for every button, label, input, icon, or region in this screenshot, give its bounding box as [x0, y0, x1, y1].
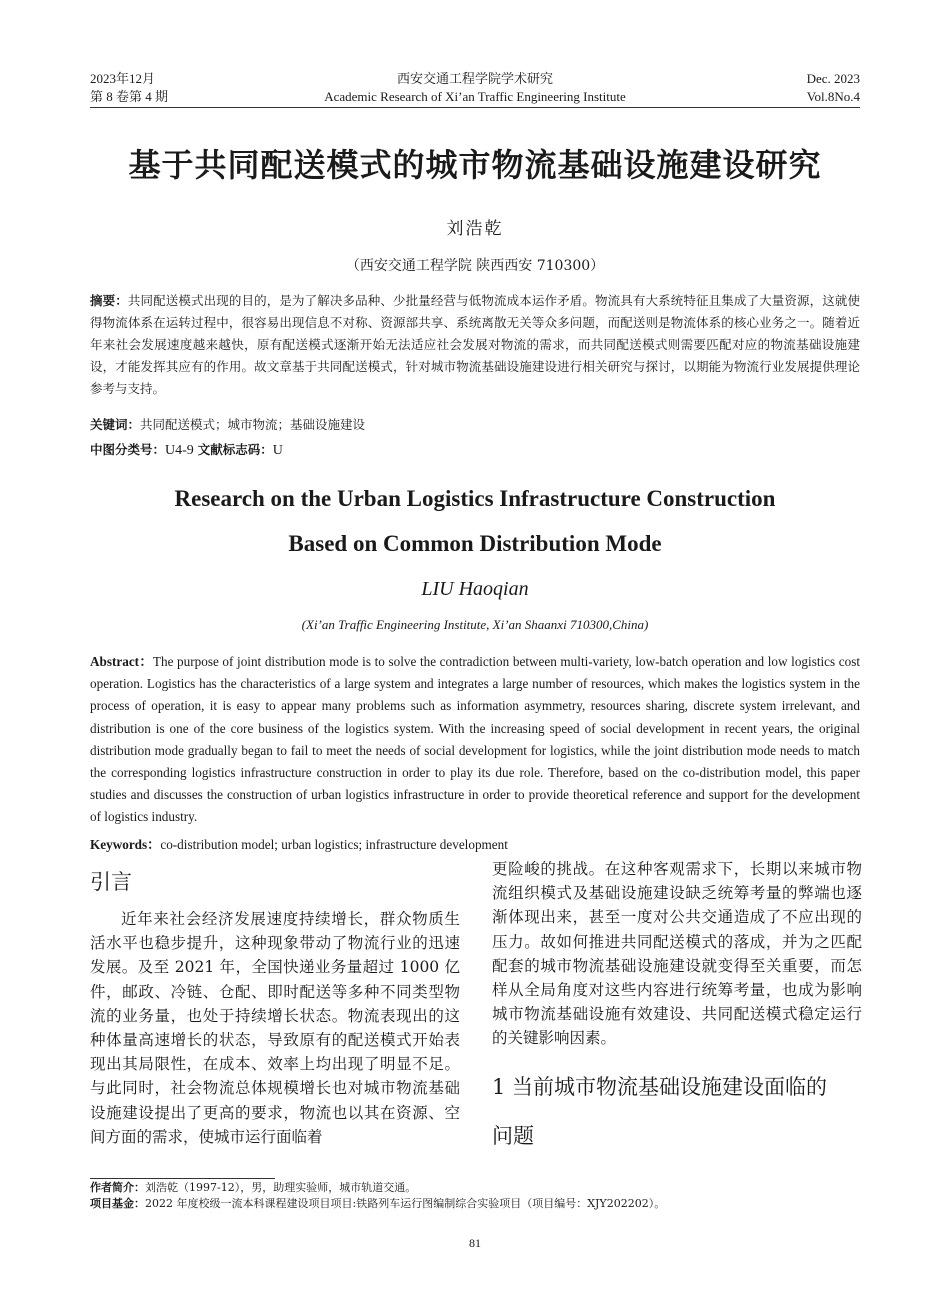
footnote-author-text: 刘浩乾（1997-12），男，助理实验师，城市轨道交通。	[145, 1181, 417, 1194]
journal-name-en: Academic Research of Xi’an Traffic Engineering Institute	[324, 89, 626, 104]
section-heading-1-line-2: 问题	[492, 1124, 534, 1148]
intro-paragraph-left: 近年来社会经济发展速度持续增长，群众物质生活水平也稳步提升，这种现象带动了物流行业的迅速发展。及至 2021 年，全国快递业务量超过 1000 亿件，邮政、冷链、仓配、即时配送等多种不同类型物流的业务量，也处于持续增长状态。物流表现出的这种体量高速增长的状态，导致原有的配送模式开始表现出其局限性，在成本、效率上均出现了明显不足。与此同时，社会物流总体规模增长也对城市物流基础设施建设提出了更高的要求，物流也以其在资源、空间方面的需求，使城市运行面临着	[90, 910, 460, 1146]
section-heading-intro: 引言	[90, 870, 132, 894]
author-cn: 刘浩乾	[446, 219, 504, 239]
doc-code-value: U	[272, 443, 283, 458]
abstract-en-label: Abstract：	[90, 654, 153, 669]
abstract-cn-label: 摘要：	[90, 293, 128, 308]
header-volume-cn: 第 8 卷第 4 期	[90, 89, 169, 104]
page-number: 81	[469, 1236, 481, 1250]
footnote-rule	[90, 1178, 275, 1179]
intro-paragraph-right: 更险峻的挑战。在这种客观需求下，长期以来城市物流组织模式及基础设施建设缺乏统筹考量的弊端也逐渐体现出来，甚至一度对公共交通造成了不应出现的压力。故如何推进共同配送模式的落成，并为之匹配配套的城市物流基础设施建设就变得至关重要，而怎样从全局角度对这些内容进行统筹考量，也成为影响城市物流基础设施有效建设、共同配送模式稳定运行的关键影响因素。	[492, 860, 862, 1048]
keywords-cn-label: 关键词：	[90, 417, 141, 432]
keywords-en-label: Keywords：	[90, 837, 161, 852]
footnote-fund-label: 项目基金：	[90, 1197, 145, 1210]
abstract-cn-text: 共同配送模式出现的目的，是为了解决多品种、少批量经营与低物流成本运作矛盾。物流具有大系统特征且集成了大量资源，这就使得物流体系在运转过程中，很容易出现信息不对称、资源部共享、系统离散无关等众多问题，而配送则是物流体系的核心业务之一。随着近年来社会发展速度越来越快，原有配送模式逐渐开始无法适应社会发展对物流的需求，而共同配送模式则需要匹配对应的物流基础设施建设，才能发挥其应有的作用。故文章基于共同配送模式，针对城市物流基础设施建设进行相关研究与探讨，以期能为物流行业发展提供理论参考与支持。	[90, 293, 860, 396]
keywords-en-text: co-distribution model; urban logistics; infrastructure development	[160, 837, 508, 852]
doc-code-label: 文献标志码：	[197, 442, 273, 457]
abstract-cn	[90, 290, 860, 400]
header-date-cn: 2023年12月	[90, 71, 156, 86]
section-heading-1-line-1: 1 当前城市物流基础设施建设面临的	[492, 1075, 828, 1099]
footnote-fund	[90, 1196, 665, 1212]
header-right	[807, 70, 860, 106]
title-en-line-2: Based on Common Distribution Mode	[288, 531, 662, 556]
title-en-line-1: Research on the Urban Logistics Infrastructure Construction	[174, 486, 776, 511]
footnote-fund-text: 2022 年度校级一流本科课程建设项目项目:铁路列车运行图编制综合实验项目（项目编号：XJY202202）。	[145, 1197, 666, 1210]
abstract-en-text: The purpose of joint distribution mode is to solve the contradiction between multi-variety, low-batch operation and low logistics cost operation. Logistics has the characteristics of a large system and integrates a large number of resources, which makes the logistics system in the process of operation, it is easy to appear many problems such as information asymmetry, resources sharing, discrete system irrelevant, and distribution is one of the core business of the logistics system. With the increasing speed of social development in recent years, the original distribution mode gradually began to fail to meet the needs of social development for logistics, while the joint distribution mode needs to match the corresponding logistics infrastructure construction in order to play its due role. Therefore, based on the co-distribution model, this paper studies and discusses the construction of urban logistics infrastructure in order to provide theoretical reference and support for the development of logistics industry.	[90, 654, 861, 825]
keywords-cn	[90, 415, 365, 435]
classification-value: U4-9	[165, 443, 194, 458]
abstract-en	[90, 651, 860, 829]
header-rule	[90, 107, 860, 108]
keywords-cn-text: 共同配送模式；城市物流；基础设施建设	[140, 417, 366, 432]
title-cn: 基于共同配送模式的城市物流基础设施建设研究	[128, 146, 822, 184]
affiliation-en: (Xi’an Traffic Engineering Institute, Xi’an Shaanxi 710300,China)	[301, 617, 649, 632]
footnote-author-label: 作者简介：	[90, 1181, 145, 1194]
affiliation-cn: （西安交通工程学院 陕西西安 710300）	[345, 258, 605, 274]
classification-label: 中图分类号：	[90, 442, 166, 457]
journal-name-cn: 西安交通工程学院学术研究	[396, 71, 553, 86]
footnote-author	[90, 1180, 416, 1196]
header-date-en: Dec. 2023	[806, 71, 860, 86]
author-en: LIU Haoqian	[421, 578, 529, 600]
classification-line	[90, 440, 283, 461]
keywords-en	[90, 834, 508, 853]
header-volume-en: Vol.8No.4	[806, 89, 860, 104]
